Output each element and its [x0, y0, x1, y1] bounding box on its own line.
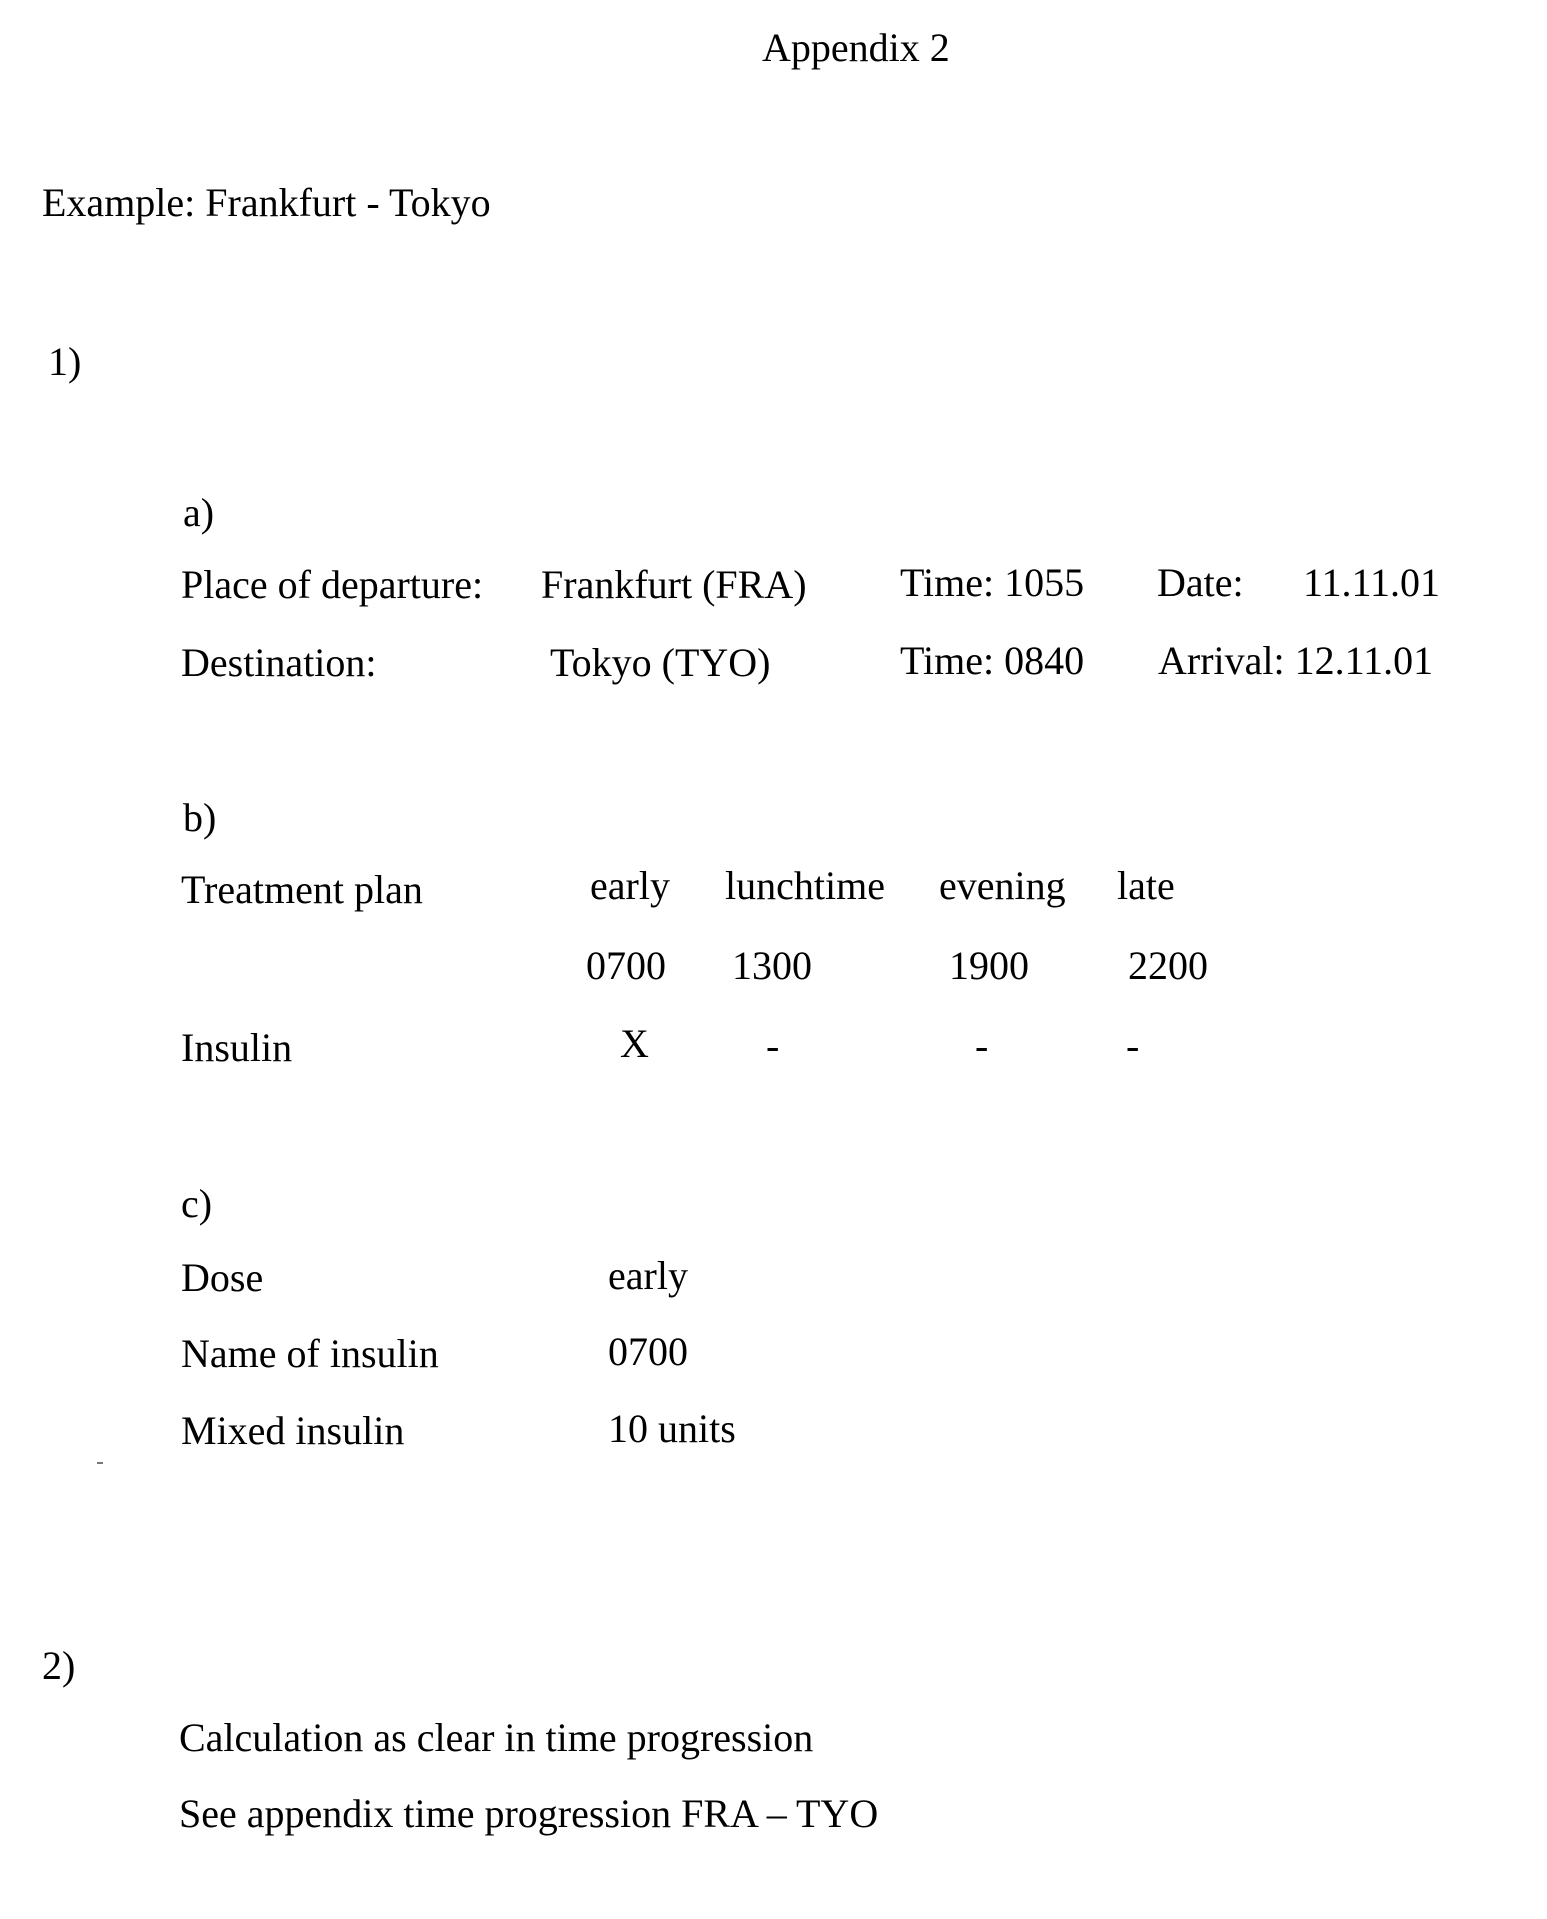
departure-date-label: Date:: [1157, 560, 1244, 605]
subsection-a-label: a): [183, 490, 215, 535]
section-1-label: 1): [48, 339, 82, 384]
departure-label: Place of departure:: [181, 562, 484, 607]
column-lunchtime: lunchtime: [725, 863, 885, 908]
time-lunchtime: 1300: [732, 943, 812, 988]
departure-date: 11.11.01: [1303, 560, 1441, 605]
insulin-label: Insulin: [181, 1025, 293, 1070]
column-evening: evening: [939, 863, 1066, 908]
column-late: late: [1117, 863, 1175, 908]
insulin-early-mark: X: [620, 1021, 649, 1066]
page-title: Appendix 2: [762, 25, 950, 70]
destination-place: Tokyo (TYO): [550, 640, 771, 685]
insulin-late-mark: -: [1126, 1023, 1140, 1068]
scan-artifact: [97, 1462, 103, 1464]
arrival-date: Arrival: 12.11.01: [1158, 638, 1434, 683]
insulin-name-label: Name of insulin: [181, 1331, 439, 1376]
mixed-insulin-label: Mixed insulin: [181, 1408, 405, 1453]
insulin-lunchtime-mark: -: [766, 1023, 780, 1068]
time-evening: 1900: [949, 943, 1029, 988]
dose-value: early: [608, 1253, 688, 1298]
section-2-label: 2): [42, 1643, 76, 1688]
departure-place: Frankfurt (FRA): [541, 562, 807, 607]
section-2-line-2: See appendix time progression FRA – TYO: [179, 1791, 879, 1836]
subsection-c-label: c): [181, 1181, 213, 1226]
time-early: 0700: [586, 943, 666, 988]
departure-time: Time: 1055: [900, 560, 1085, 605]
treatment-plan-label: Treatment plan: [181, 867, 423, 912]
section-2-line-1: Calculation as clear in time progression: [179, 1715, 814, 1760]
insulin-name-value: 0700: [608, 1329, 688, 1374]
subsection-b-label: b): [183, 795, 217, 840]
insulin-evening-mark: -: [975, 1023, 989, 1068]
time-late: 2200: [1128, 943, 1208, 988]
mixed-insulin-value: 10 units: [608, 1406, 736, 1451]
example-heading: Example: Frankfurt - Tokyo: [42, 180, 491, 225]
column-early: early: [590, 863, 670, 908]
destination-label: Destination:: [181, 640, 377, 685]
dose-label: Dose: [181, 1255, 264, 1300]
destination-time: Time: 0840: [900, 638, 1085, 683]
